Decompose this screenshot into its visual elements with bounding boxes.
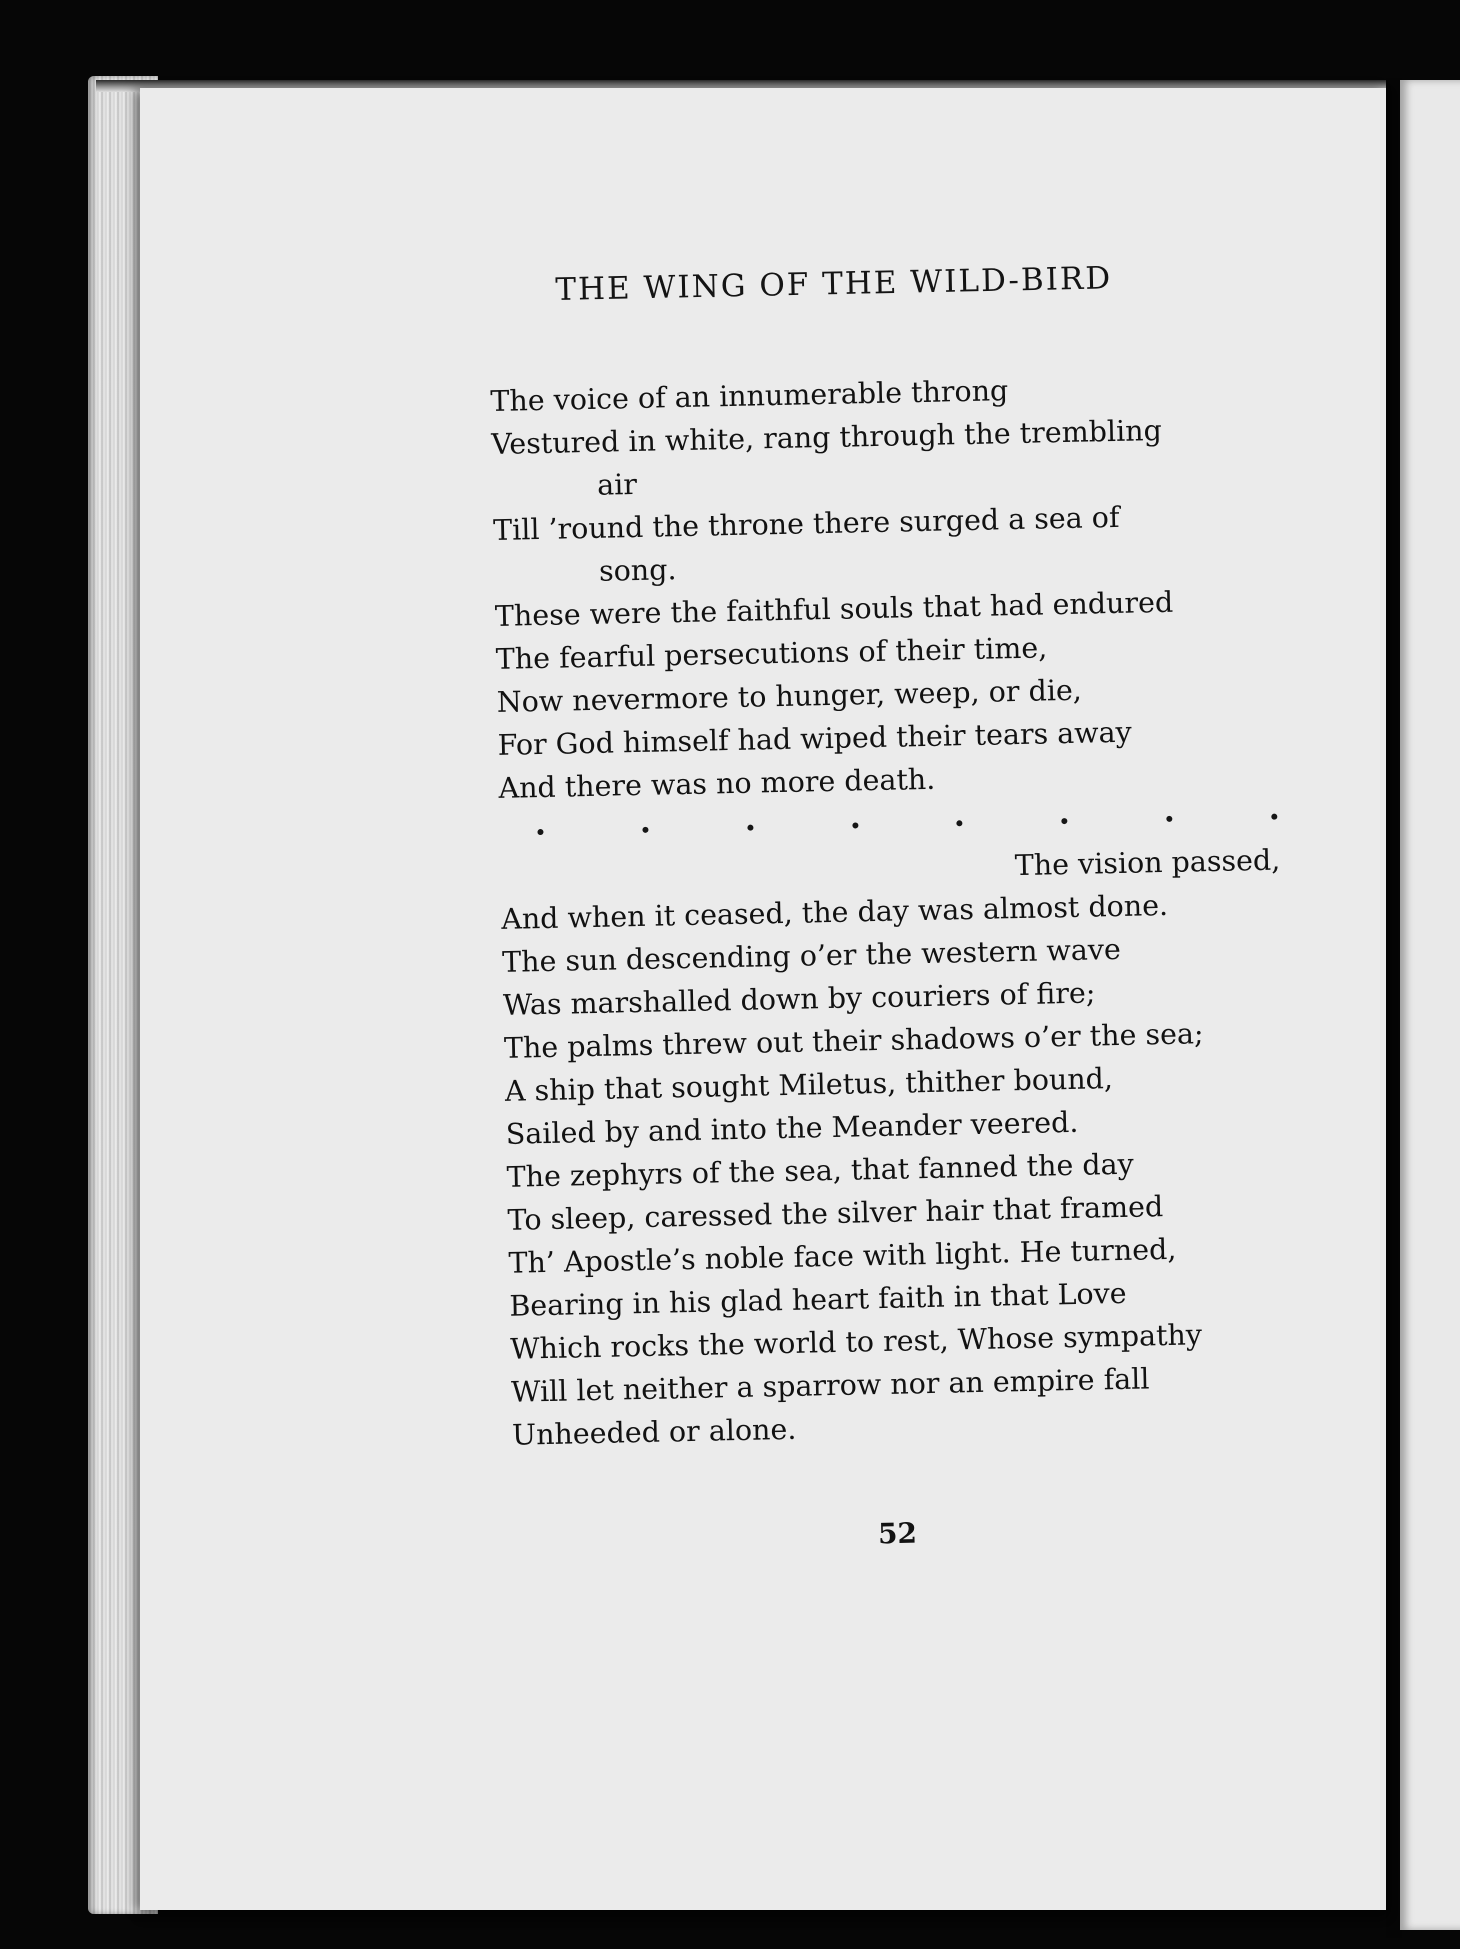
ellipsis-dot	[1271, 813, 1277, 819]
poem-stanza-2	[500, 838, 1312, 1457]
poem-line: The fearful persecutions of their time,	[495, 631, 1048, 676]
poem-line: Now nevermore to hunger, weep, or die,	[496, 673, 1083, 719]
poem-line: song.	[598, 553, 677, 588]
poem-stanza-1	[490, 363, 1299, 810]
poem-line: Will let neither a sparrow nor an empire fall	[510, 1362, 1150, 1409]
poem-line: And there was no more death.	[498, 762, 936, 805]
ellipsis-dot	[537, 828, 543, 834]
poem-line: And when it ceased, the day was almost done.	[500, 888, 1169, 936]
facing-page-edge	[1400, 80, 1460, 1930]
poem-line: For God himself had wiped their tears away	[497, 715, 1133, 762]
running-head: THE WING OF THE WILD-BIRD	[555, 260, 1113, 308]
poem-line: The palms threw out their shadows o’er the sea;	[503, 1017, 1204, 1065]
poem-line: air	[596, 467, 638, 502]
poem-line: The sun descending o’er the western wave	[501, 932, 1122, 979]
poem-line: Sailed by and into the Meander veered.	[505, 1105, 1079, 1151]
ellipsis-dot	[852, 822, 858, 828]
ellipsis-dot	[1166, 815, 1172, 821]
poem-text	[490, 363, 1312, 1457]
poem-line: Unheeded or alone.	[511, 1412, 797, 1452]
poem-line: The zephyrs of the sea, that fanned the day	[506, 1147, 1135, 1194]
poem-line: A ship that sought Miletus, thither bound,	[504, 1062, 1114, 1108]
poem-line: Th’ Apostle’s noble face with light. He turned,	[508, 1232, 1177, 1280]
poem-line: The voice of an innumerable throng	[490, 374, 1009, 418]
poem-line: These were the faithful souls that had endured	[494, 585, 1174, 633]
poem-line: Which rocks the world to rest, Whose sympathy	[509, 1318, 1203, 1366]
ellipsis-dot	[747, 824, 753, 830]
poem-line: The vision passed,	[1014, 843, 1281, 883]
poem-line: Bearing in his glad heart faith in that Love	[509, 1276, 1127, 1323]
poem-line: To sleep, caressed the silver hair that framed	[507, 1190, 1164, 1237]
ellipsis-dot	[957, 820, 963, 826]
poem-line: Till ’round the throne there surged a sea of	[492, 500, 1120, 547]
poem-line: Vestured in white, rang through the trembling	[491, 413, 1163, 461]
ellipsis-dot	[642, 826, 648, 832]
page-number: 52	[877, 1516, 918, 1551]
poem-line: Was marshalled down by couriers of fire;	[502, 976, 1096, 1022]
ellipsis-dot	[1062, 818, 1068, 824]
